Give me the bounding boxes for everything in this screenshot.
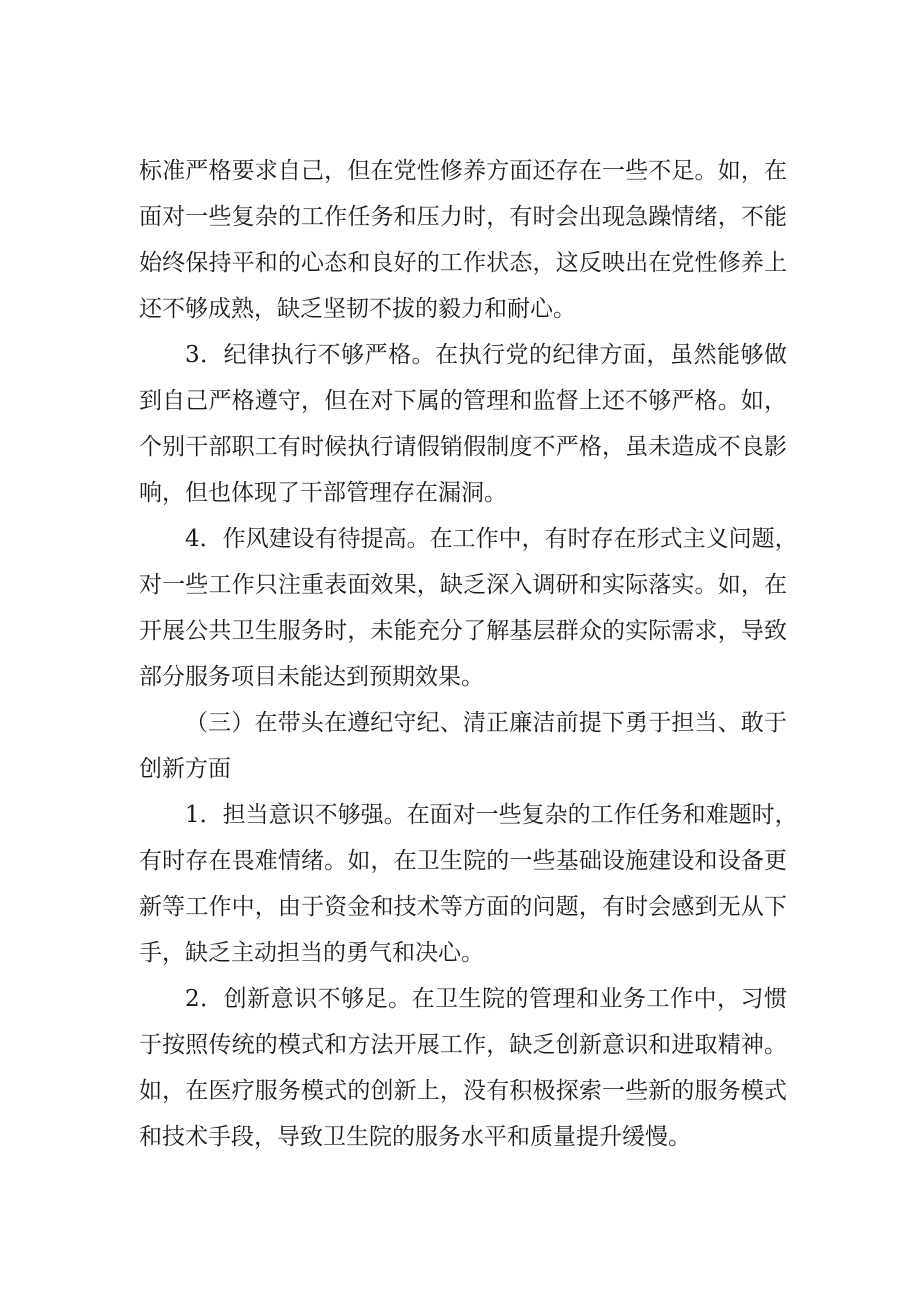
text-line: 开展公共卫生服务时，未能充分了解基层群众的实际需求，导致: [139, 618, 787, 644]
text-line: 始终保持平和的心态和良好的工作状态，这反映出在党性修养上: [139, 250, 787, 276]
text-line: 标准严格要求自己，但在党性修养方面还存在一些不足。如，在: [139, 158, 787, 184]
text-line: 新等工作中，由于资金和技术等方面的问题，有时会感到无从下: [139, 894, 787, 920]
text-line: 于按照传统的模式和方法开展工作，缺乏创新意识和进取精神。: [139, 1032, 787, 1058]
section-heading-line: （三）在带头在遵纪守纪、清正廉洁前提下勇于担当、敢于: [185, 710, 787, 736]
text-line: 3．纪律执行不够严格。在执行党的纪律方面，虽然能够做: [185, 342, 787, 368]
text-line: 手，缺乏主动担当的勇气和决心。: [139, 940, 484, 966]
text-line: 面对一些复杂的工作任务和压力时，有时会出现急躁情绪，不能: [139, 204, 787, 230]
text-line: 还不够成熟，缺乏坚韧不拔的毅力和耐心。: [139, 296, 576, 322]
text-line: 如，在医疗服务模式的创新上，没有积极探索一些新的服务模式: [139, 1078, 787, 1104]
text-line: 对一些工作只注重表面效果，缺乏深入调研和实际落实。如，在: [139, 572, 787, 598]
text-line: 和技术手段，导致卫生院的服务水平和质量提升缓慢。: [139, 1124, 691, 1150]
text-line: 响，但也体现了干部管理存在漏洞。: [139, 480, 507, 506]
text-line: 4．作风建设有待提高。在工作中，有时存在形式主义问题，: [185, 526, 798, 552]
text-line: 1．担当意识不够强。在面对一些复杂的工作任务和难题时，: [185, 802, 798, 828]
text-line: 个别干部职工有时候执行请假销假制度不严格，虽未造成不良影: [139, 434, 787, 460]
section-heading-line: 创新方面: [139, 756, 231, 782]
text-line: 2．创新意识不够足。在卫生院的管理和业务工作中，习惯: [185, 986, 787, 1012]
document-body: [139, 148, 798, 1160]
text-line: 部分服务项目未能达到预期效果。: [139, 664, 484, 690]
text-line: 到自己严格遵守，但在对下属的管理和监督上还不够严格。如，: [139, 388, 787, 414]
text-line: 有时存在畏难情绪。如，在卫生院的一些基础设施建设和设备更: [139, 848, 787, 874]
